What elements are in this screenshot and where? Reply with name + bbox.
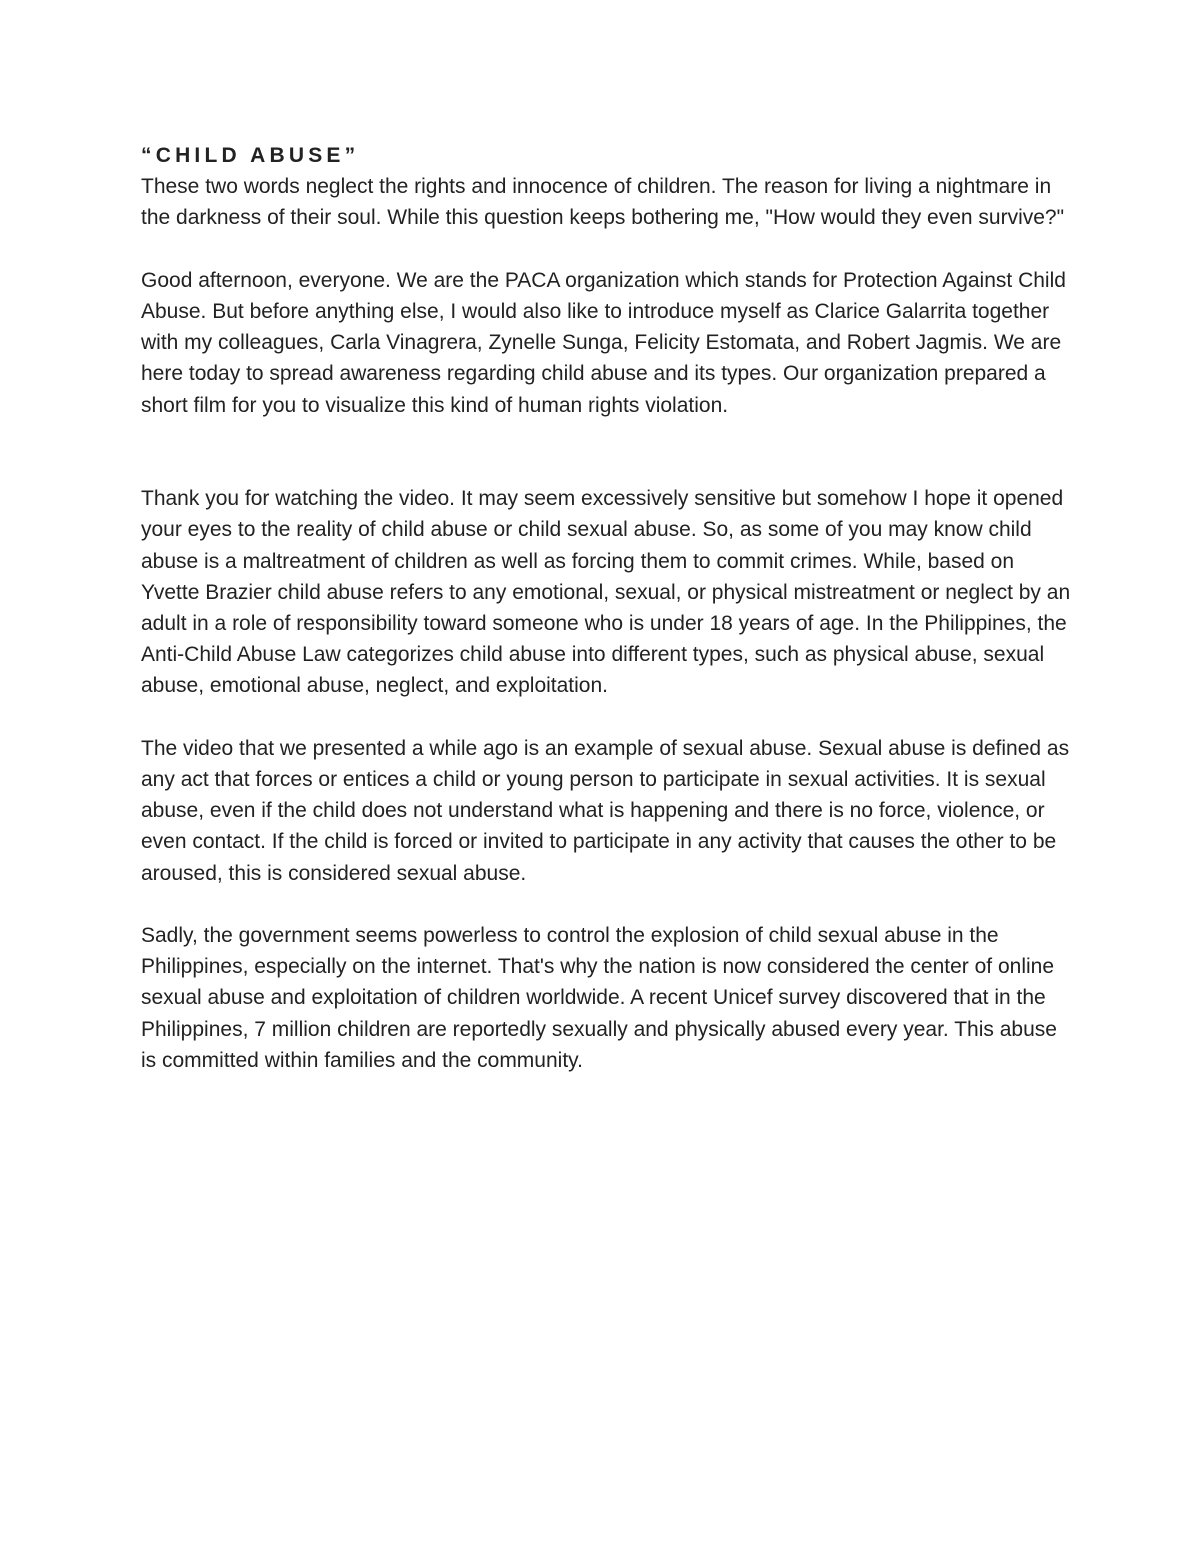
philippines-paragraph: Sadly, the government seems powerless to control the explosion of child sexual abuse in the Philippines, especially on the internet. That's why the nation is now considered the center of online sexual abuse and exploitation of children worldwide. A recent Unicef survey discovered that in the Philippines, 7 million children are reportedly sexually and physically abused every year. This abuse is committed within families and the community.	[141, 924, 1057, 1072]
intro-paragraph: These two words neglect the rights and innocence of children. The reason for living a nightmare in the darkness of their soul. While this question keeps bothering me, "How would they even survive?"	[141, 175, 1065, 230]
greeting-paragraph: Good afternoon, everyone. We are the PACA organization which stands for Protection Against Child Abuse. But before anything else, I would also like to introduce myself as Clarice Galarrita together with my colleagues, Carla Vinagrera, Zynelle Sunga, Felicity Estomata, and Robert Jagmis. We are here today to spread awareness regarding child abuse and its types. Our organization prepared a short film for you to visualize this kind of human rights violation.	[141, 268, 1066, 417]
sexual-abuse-paragraph: The video that we presented a while ago is an example of sexual abuse. Sexual abuse is defined as any act that forces or entices a child or young person to participate in sexual activities. It is sexual abuse, even if the child does not understand what is happening and there is no force, violence, or even contact. If the child is forced or invited to participate in any activity that causes the other to be aroused, this is considered sexual abuse.	[141, 736, 1070, 885]
paragraph-spacer	[141, 234, 1071, 265]
document-body	[141, 140, 1071, 1076]
definition-paragraph: Thank you for watching the video. It may seem excessively sensitive but somehow I hope it opened your eyes to the reality of child abuse or child sexual abuse. So, as some of you may know child abuse is a maltreatment of children as well as forcing them to commit crimes. While, based on Yvette Brazier child abuse refers to any emotional, sexual, or physical mistreatment or neglect by an adult in a role of responsibility toward someone who is under 18 years of age. In the Philippines, the Anti-Child Abuse Law categorizes child abuse into different types, such as physical abuse, sexual abuse, emotional abuse, neglect, and exploitation.	[141, 487, 1071, 698]
document-title: “CHILD ABUSE”	[141, 144, 360, 167]
paragraph-spacer	[141, 421, 1071, 483]
paragraph-spacer	[141, 889, 1071, 920]
paragraph-spacer	[141, 702, 1071, 733]
